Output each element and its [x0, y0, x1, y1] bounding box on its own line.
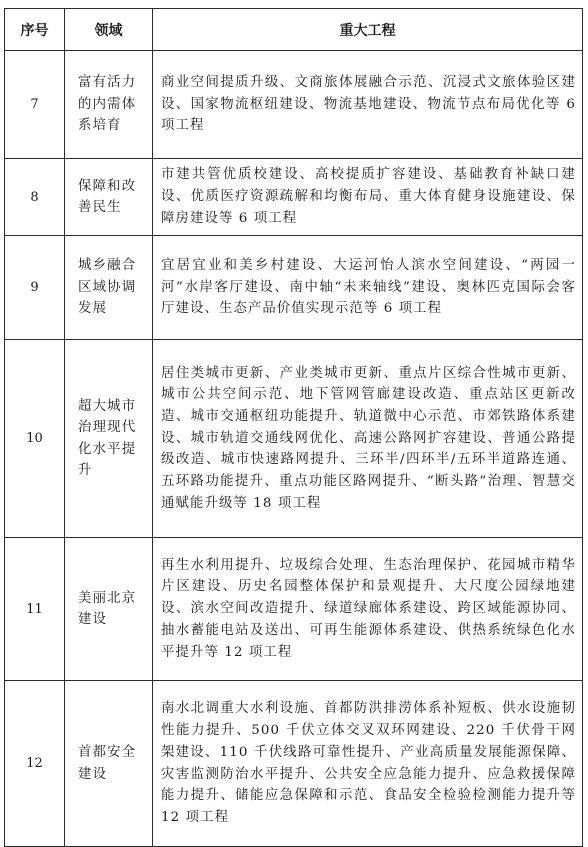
- row-projects: 市建共管优质校建设、高校提质扩容建设、基础教育补缺口建设、优质医疗资源疏解和均衡布局、重大体育健身设施建设、保障房建设等 6 项工程: [153, 159, 583, 236]
- table-row: [5, 538, 583, 681]
- row-field: 美丽北京建设: [65, 538, 153, 681]
- table-row: [5, 681, 583, 847]
- header-field: 领域: [65, 9, 153, 51]
- row-number: 7: [5, 51, 65, 159]
- row-projects: 商业空间提质升级、文商旅体展融合示范、沉浸式文旅体验区建设、国家物流枢纽建设、物流基地建设、物流节点布局优化等 6 项工程: [153, 51, 583, 159]
- row-number: 12: [5, 681, 65, 847]
- row-number: 8: [5, 159, 65, 236]
- row-field: 超大城市治理现代化水平提升: [65, 340, 153, 538]
- table-row: [5, 236, 583, 340]
- table-header-row: [5, 9, 583, 51]
- row-projects: 再生水利用提升、垃圾综合处理、生态治理保护、花园城市精华片区建设、历史名园整体保护和景观提升、大尺度公园绿地建设、滨水空间改造提升、绿道绿廊体系建设、跨区域能源协同、抽水蓄能电站及送出、可再生能源体系建设、供热系统绿色化水平提升等 12 项工程: [153, 538, 583, 681]
- row-number: 10: [5, 340, 65, 538]
- row-number: 9: [5, 236, 65, 340]
- row-projects: 居住类城市更新、产业类城市更新、重点片区综合性城市更新、城市公共空间示范、地下管网管廊建设改造、重点站区更新改造、城市交通枢纽功能提升、轨道微中心示范、市郊铁路体系建设、城市轨道交通线网优化、高速公路网扩容建设、普通公路提级改造、城市快速路网提升、三环半/四环半/五环半道路连通、五环路功能提升、重点功能区路网提升、“断头路”治理、智慧交通赋能升级等 18 项工程: [153, 340, 583, 538]
- table-row: [5, 159, 583, 236]
- row-projects: 宜居宜业和美乡村建设、大运河怡人滨水空间建设、“两园一河”水岸客厅建设、南中轴“未来轴线”建设、奥林匹克国际会客厅建设、生态产品价值实现示范等 6 项工程: [153, 236, 583, 340]
- row-field: 富有活力的内需体系培育: [65, 51, 153, 159]
- header-major-projects: 重大工程: [153, 9, 583, 51]
- table-row: [5, 340, 583, 538]
- major-projects-table: [4, 8, 583, 847]
- row-projects: 南水北调重大水利设施、首都防洪排涝体系补短板、供水设施韧性能力提升、500 千伏立体交叉双环网建设、220 千伏骨干网架建设、110 千伏线路可靠性提升、产业高质量发展能源保障、灾害监测防治水平提升、公共安全应急能力提升、应急救援保障能力提升、储能应急保障和示范、食品安全检验检测能力提升等 12 项工程: [153, 681, 583, 847]
- row-field: 保障和改善民生: [65, 159, 153, 236]
- table-row: [5, 51, 583, 159]
- row-field: 城乡融合区域协调发展: [65, 236, 153, 340]
- header-serial-number: 序号: [5, 9, 65, 51]
- row-field: 首都安全建设: [65, 681, 153, 847]
- row-number: 11: [5, 538, 65, 681]
